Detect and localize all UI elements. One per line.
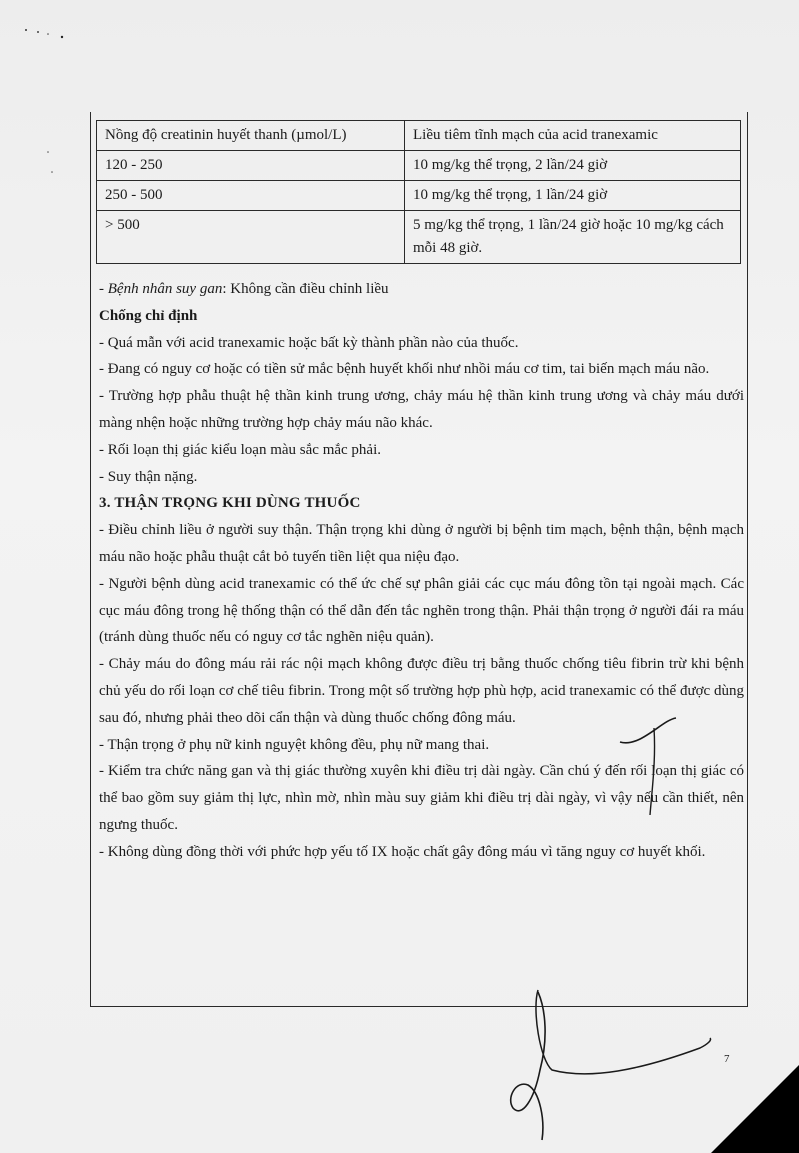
list-item: - Trường hợp phẫu thuật hệ thần kinh trung ương, chảy máu hệ thần kinh trung ương và chảy máu dưới màng nhện hoặc những trường hợp chảy máu não khác. xyxy=(99,388,744,431)
table-cell: 10 mg/kg thể trọng, 1 lần/24 giờ xyxy=(405,181,741,211)
section-heading: 3. THẬN TRỌNG KHI DÙNG THUỐC xyxy=(99,495,361,512)
table-cell: 10 mg/kg thể trọng, 2 lần/24 giờ xyxy=(405,151,741,181)
list-item: - Người bệnh dùng acid tranexamic có thể ức chế sự phân giải các cục máu đông tồn tại ngoài mạch. Các cục máu đông trong hệ thống thận có thể dẫn đến tắc nghẽn trong thận. Phải thận trọng ở người đái ra máu (tránh dùng thuốc nếu có nguy cơ tắc nghẽn niệu quản). xyxy=(99,575,744,646)
list-item: - Suy thận nặng. xyxy=(99,468,198,485)
hepatic-label: Bệnh nhân suy gan xyxy=(107,281,223,297)
table-cell: 5 mg/kg thể trọng, 1 lần/24 giờ hoặc 10 mg/kg cách mỗi 48 giờ. xyxy=(405,211,741,264)
hepatic-text: : Không cần điều chỉnh liều xyxy=(222,281,389,297)
list-item: - Không dùng đồng thời với phức hợp yếu tố IX hoặc chất gây đông máu vì tăng nguy cơ huyết khối. xyxy=(99,843,706,860)
hepatic-note: - Bệnh nhân suy gan: Không cần điều chỉnh liều xyxy=(99,281,389,297)
list-item: - Chảy máu do đông máu rải rác nội mạch không được điều trị bằng thuốc chống tiêu fibrin trừ khi bệnh chủ yếu do rối loạn cơ chế tiêu fibrin. Trong một số trường hợp phù hợp, acid tranexamic có thể được dùng sau đó, nhưng phải theo dõi cẩn thận và dùng thuốc chống đông máu. xyxy=(99,656,744,726)
table-cell: 120 - 250 xyxy=(97,151,405,181)
list-item: - Rối loạn thị giác kiểu loạn màu sắc mắc phải. xyxy=(99,441,381,458)
contraindications-heading: Chống chỉ định xyxy=(99,307,198,324)
list-item: - Quá mẫn với acid tranexamic hoặc bất kỳ thành phần nào của thuốc. xyxy=(99,334,519,351)
corner-mark xyxy=(711,1065,799,1153)
table-header-cell: Liều tiêm tĩnh mạch của acid tranexamic xyxy=(405,121,741,151)
page-number: 7 xyxy=(724,1053,730,1065)
list-item: - Đang có nguy cơ hoặc có tiền sử mắc bệnh huyết khối như nhồi máu cơ tim, tai biến mạch máu não. xyxy=(99,361,710,378)
list-item: - Điều chỉnh liều ở người suy thận. Thận trọng khi dùng ở người bị bệnh tim mạch, bệnh thận, bệnh mạch máu não hoặc phẫu thuật cắt bỏ tuyến tiền liệt qua niệu đạo. xyxy=(99,522,744,565)
list-item: - Thận trọng ở phụ nữ kinh nguyệt không đều, phụ nữ mang thai. xyxy=(99,736,490,753)
table-cell: 250 - 500 xyxy=(97,181,405,211)
table-cell: > 500 xyxy=(97,211,405,264)
table-header-cell: Nồng độ creatinin huyết thanh (µmol/L) xyxy=(97,121,405,151)
list-item: - Kiểm tra chức năng gan và thị giác thường xuyên khi điều trị dài ngày. Cần chú ý đến rối loạn thị giác có thể bao gồm suy giảm thị lực, nhìn mờ, nhìn màu suy giảm khi điều trị dài ngày, vì vậy nếu cần thiết, nên ngưng thuốc. xyxy=(99,763,744,833)
